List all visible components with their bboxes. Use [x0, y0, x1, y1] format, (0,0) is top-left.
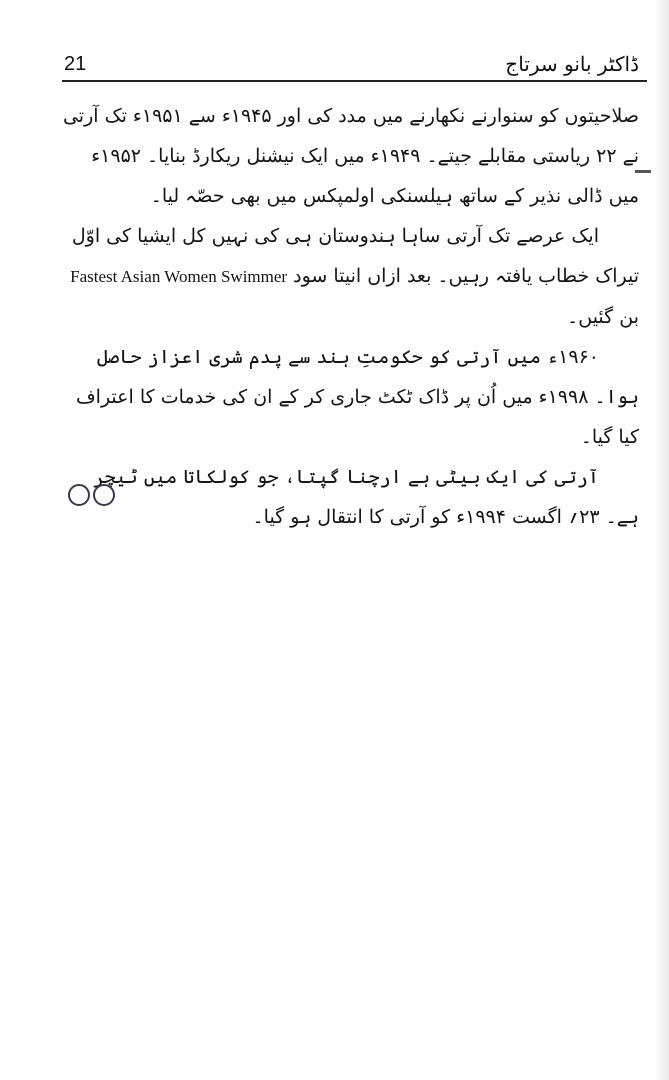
paragraph-2-text-b: بن گئیں۔ — [567, 306, 639, 328]
end-circle-icon — [68, 484, 90, 506]
running-head: ڈاکٹر بانو سرتاج — [505, 52, 639, 76]
end-circle-icon — [93, 484, 115, 506]
paragraph-2-english-phrase: Fastest Asian Women Swimmer — [70, 267, 288, 286]
paragraph-4: آرتی کی ایک بیٹی ہے ارچنا گپتا، جو کولکاتا میں ٹیچر ہے۔ ۲۳؍ اگست ۱۹۹۴ء کو آرتی کا انتقال ہو گیا۔ — [93, 466, 639, 528]
page-number: 21 — [64, 53, 87, 75]
page-edge-shadow — [655, 0, 669, 1080]
body-text — [58, 96, 639, 537]
margin-mark — [635, 170, 651, 173]
paragraph-3: ۱۹۶۰ء میں آرتی کو حکومتِ ہند سے پدم شری اعزاز حاصل ہوا۔ ۱۹۹۸ء میں اُن پر ڈاک ٹکٹ جاری کر کے ان کی خدمات کا اعتراف کیا گیا۔ — [75, 346, 639, 448]
page-header — [62, 40, 647, 82]
end-of-section-mark — [68, 484, 118, 508]
paragraph-2 — [58, 216, 639, 337]
paragraph-1: صلاحیتوں کو سنوارنے نکھارنے میں مدد کی اور ۱۹۴۵ء سے ۱۹۵۱ء تک آرتی نے ۲۲ ریاستی مقابلے جیتے۔ ۱۹۴۹ء میں ایک نیشنل ریکارڈ بنایا۔ ۱۹۵۲ء میں ڈالی نذیر کے ساتھ ہیلسنکی اولمپکس میں بھی حصّہ لیا۔ — [62, 105, 639, 207]
paragraph-2-text-a: ایک عرصے تک آرتی ساہا ہندوستان ہی کی نہیں کل ایشیا کی اوّل تیراک خطاب یافتہ رہیں۔ بعد ازاں انیتا سود — [71, 225, 639, 287]
